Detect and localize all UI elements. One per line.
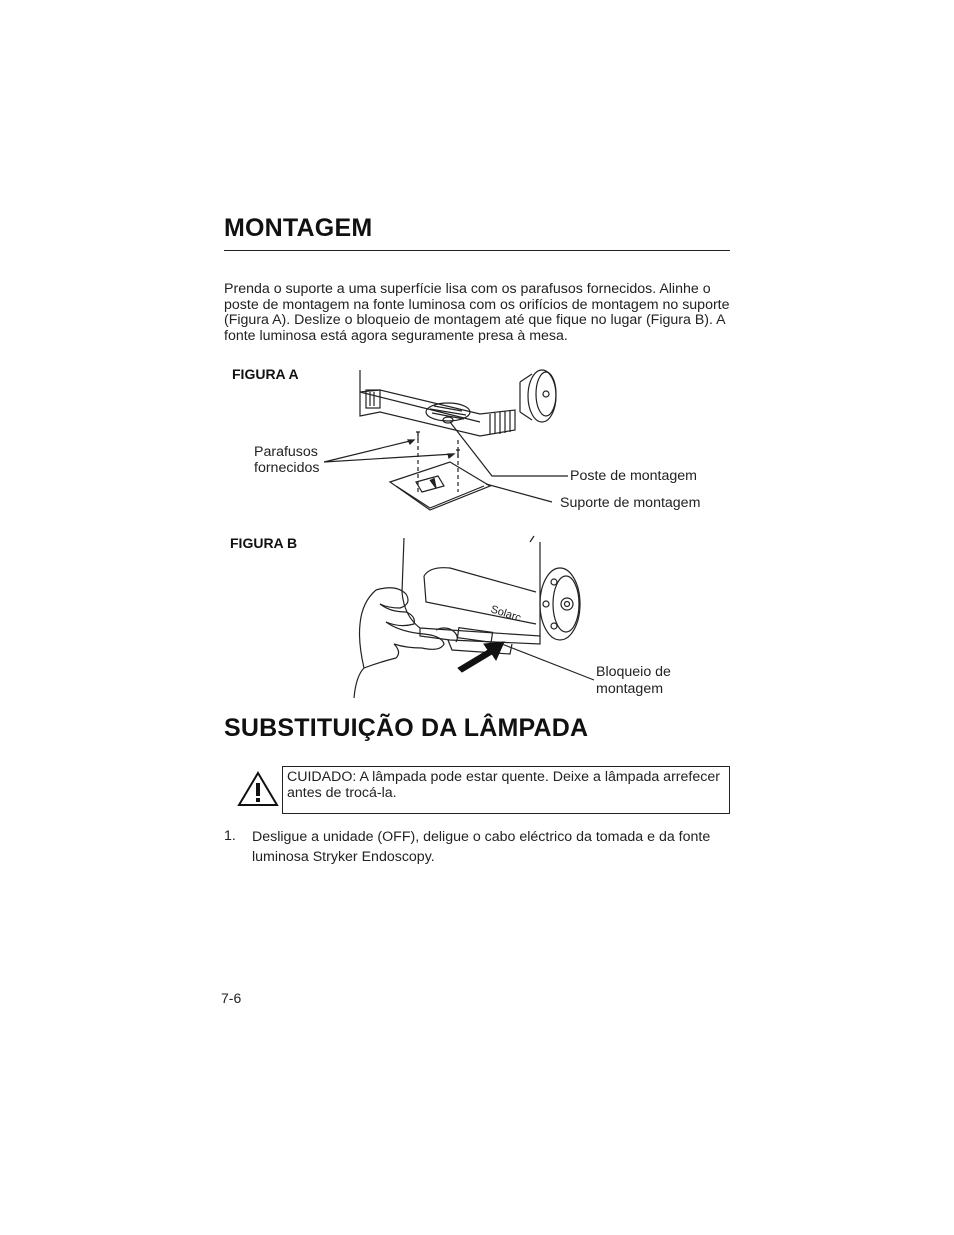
- callout-bracket: Suporte de montagem: [560, 495, 701, 511]
- brand-text: Solarc: [489, 603, 523, 625]
- callout-screws-line1: Parafusos: [254, 444, 318, 460]
- callout-lock-line2: montagem: [596, 681, 664, 697]
- figure-b-label: FIGURA B: [230, 535, 298, 551]
- section-divider: [224, 250, 730, 251]
- callout-lock-line1: Bloqueio de: [596, 664, 671, 680]
- caution-text: CUIDADO: A lâmpada pode estar quente. Deixe a lâmpada arrefecer antes de trocá-la.: [287, 769, 720, 801]
- section-title-montagem: MONTAGEM: [224, 214, 373, 242]
- figure-b-illustration: [340, 532, 600, 702]
- page-number: 7-6: [221, 990, 242, 1006]
- caution-box: [282, 766, 730, 814]
- step-text: Desligue a unidade (OFF), deligue o cabo eléctrico da tomada e da fonte luminosa Stryker Endoscopy.: [252, 829, 711, 865]
- figure-a-label: FIGURA A: [232, 366, 299, 382]
- step-number: 1.: [224, 828, 236, 844]
- callout-screws-line2: fornecidos: [254, 460, 320, 476]
- section-title-substituicao: SUBSTITUIÇÃO DA LÂMPADA: [224, 714, 589, 742]
- warning-triangle-icon: [236, 770, 280, 808]
- montagem-paragraph: Prenda o suporte a uma superfície lisa com os parafusos fornecidos. Alinhe o poste de montagem na fonte luminosa com os orifícios de montagem no suporte (Figura A). Deslize o bloqueio de montagem até que fique no lugar (Figura B). A fonte luminosa está agora seguramente presa à mesa.: [224, 281, 730, 344]
- figure-a-illustration: [320, 362, 580, 522]
- callout-post: Poste de montagem: [570, 468, 697, 484]
